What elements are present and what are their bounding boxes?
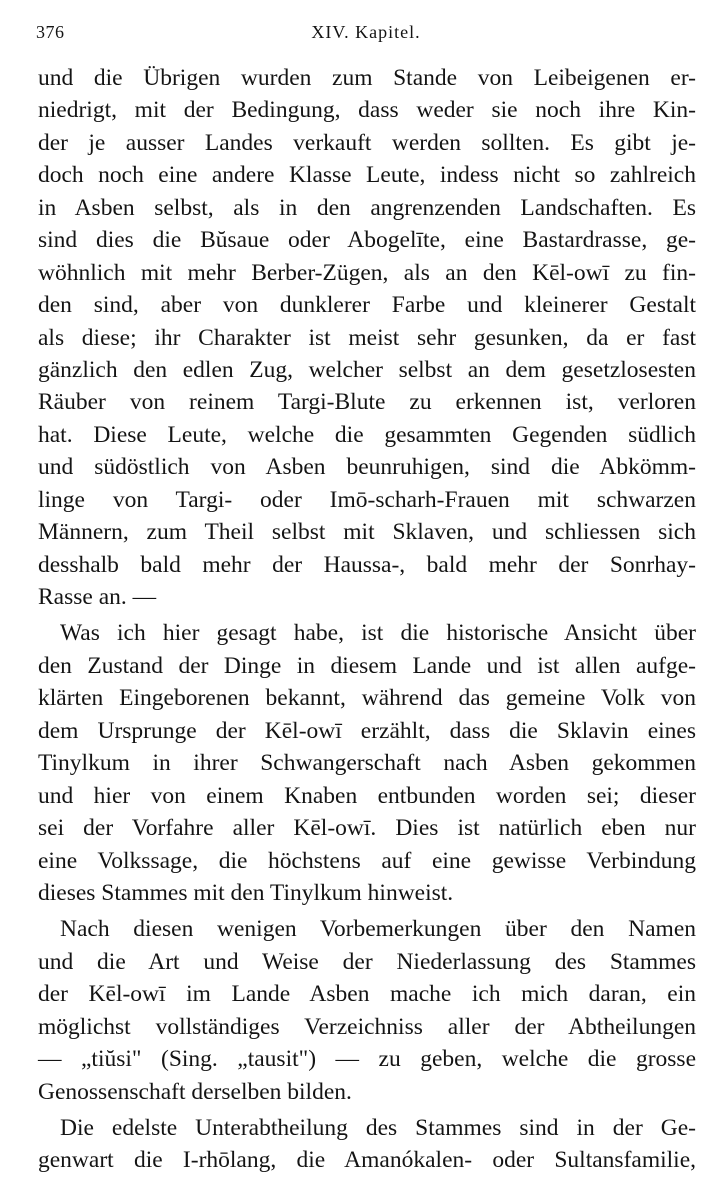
- text-line: und südöstlich von Asben beunruhigen, sind die Abkömm-: [38, 454, 696, 481]
- page-number: 376: [36, 22, 65, 42]
- text-line: der je ausser Landes verkauft werden sollten. Es gibt je-: [38, 129, 696, 156]
- text-line: sind dies die Bŭsaue oder Abogelīte, eine Bastardrasse, ge-: [38, 227, 696, 254]
- text-line: — „tiŭsi" (Sing. „tausit") — zu geben, welche die grosse: [38, 1046, 696, 1073]
- body-text: [38, 62, 696, 1177]
- text-line: und die Übrigen wurden zum Stande von Leibeigenen er-: [38, 65, 696, 91]
- text-line: in Asben selbst, als in den angrenzenden Landschaften. Es: [38, 194, 696, 221]
- text-line: sei der Vorfahre aller Kēl-owī. Dies ist natürlich eben nur: [38, 815, 696, 842]
- text-line: desshalb bald mehr der Haussa-, bald mehr der Sonrhay-: [38, 551, 696, 578]
- page-header: [36, 18, 696, 50]
- text-line: klärten Eingeborenen bekannt, während das gemeine Volk von: [38, 685, 696, 712]
- text-line: linge von Targi- oder Imō-scharh-Frauen mit schwarzen: [38, 486, 696, 513]
- text-line: niedrigt, mit der Bedingung, dass weder sie noch ihre Kin-: [38, 97, 696, 124]
- text-line: Was ich hier gesagt habe, ist die historische Ansicht über: [60, 620, 696, 647]
- text-line: Männern, zum Theil selbst mit Sklaven, und schliessen sich: [38, 519, 696, 546]
- text-line: den Zustand der Dinge in diesem Lande und ist allen aufge-: [38, 652, 696, 679]
- text-line: Räuber von reinem Targi-Blute zu erkennen ist, verloren: [38, 389, 696, 416]
- running-title: XIV. Kapitel.: [311, 22, 421, 42]
- text-line: möglichst vollständiges Verzeichniss aller der Abtheilungen: [38, 1013, 696, 1040]
- paragraph-3: [38, 913, 696, 1108]
- text-line: dem Ursprunge der Kēl-owī erzählt, dass die Sklavin eines: [38, 717, 696, 744]
- paragraph-2: [38, 617, 696, 909]
- text-line: und hier von einem Knaben entbunden worden sei; dieser: [38, 782, 696, 809]
- text-line: Die edelste Unterabtheilung des Stammes sind in der Ge-: [60, 1115, 696, 1141]
- text-line: genwart die I-rhōlang, die Amanókalen- oder Sultansfamilie,: [38, 1147, 696, 1174]
- text-line: hat. Diese Leute, welche die gesammten Gegenden südlich: [38, 421, 696, 448]
- text-line: den sind, aber von dunklerer Farbe und kleinerer Gestalt: [38, 292, 696, 319]
- text-line: als diese; ihr Charakter ist meist sehr gesunken, da er fast: [38, 324, 696, 351]
- text-line: gänzlich den edlen Zug, welcher selbst an dem gesetzlosesten: [38, 356, 696, 383]
- paragraph-4: [38, 1112, 696, 1177]
- text-line: der Kēl-owī im Lande Asben mache ich mich daran, ein: [38, 981, 696, 1008]
- text-line: doch noch eine andere Klasse Leute, indess nicht so zahlreich: [38, 162, 696, 189]
- text-line: Rasse an. —: [38, 584, 157, 610]
- text-line: eine Volkssage, die höchstens auf eine gewisse Verbindung: [38, 847, 696, 874]
- text-line: Genossenschaft derselben bilden.: [38, 1078, 352, 1105]
- text-line: und die Art und Weise der Niederlassung des Stammes: [38, 948, 696, 975]
- text-line: dieses Stammes mit den Tinylkum hinweist.: [38, 879, 454, 906]
- text-line: Tinylkum in ihrer Schwangerschaft nach Asben gekommen: [38, 750, 696, 777]
- paragraph-1: [38, 62, 696, 613]
- text-line: wöhnlich mit mehr Berber-Zügen, als an den Kēl-owī zu fin-: [38, 259, 696, 286]
- text-line: Nach diesen wenigen Vorbemerkungen über den Namen: [60, 916, 696, 943]
